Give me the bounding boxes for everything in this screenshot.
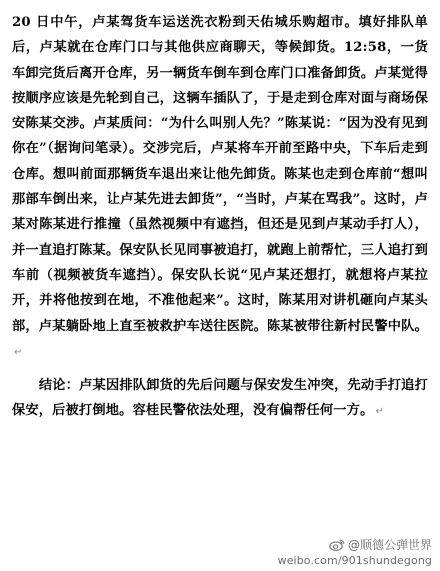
document-body	[12, 10, 428, 425]
watermark	[278, 536, 432, 567]
paragraph-end-mark: ↵	[375, 406, 385, 418]
watermark-handle-row	[329, 536, 432, 553]
paragraph-text: 20 日中午，卢某驾货车运送洗衣粉到天佑城乐购超市。填好排队单后，卢某就在仓库门口与其他供应商聊天，等候卸货。12:58，一货车卸完货后离开仓库，另一辆货车倒车到仓库门口准备卸货。卢某觉得按顺序应该是先轮到自己，这辆车插队了，于是走到仓库对面与商场保安陈某交涉。卢某质问：“为什么叫别人先？”陈某说：“因为没有见到你在”（据询问笔录）。交涉完后，卢某将车开前至路中央，下车后走到仓库。想叫前面那辆货车退出来让他先卸货。陈某也走到仓库前“想叫那部车倒出来，让卢某先进去卸货”，“当时，卢某在骂我”。这时，卢某对陈某进行推撞（虽然视频中有遮挡，但还是见到卢某动手打人），并一直追打陈某。保安队长见同事被追打，就跑上前帮忙，三人追打到车前（视频被货车遮挡）。保安队长说“见卢某还想打，就想将卢某拉开，并将他按到在地，不准他起来”。这时，陈某用对讲机砸向卢某头部，卢某躺卧地上直至被救护车送往医院。陈某被带往新村民警中队。	[12, 15, 428, 334]
watermark-handle: @顺德公弹世界	[347, 538, 432, 552]
document-paragraph	[12, 373, 428, 425]
weibo-logo-icon	[329, 538, 345, 551]
paragraph-text: 结论：卢某因排队卸货的先后问题与保安发生冲突，先动手打追打保安，后被打倒地。容桂民警依法处理，没有偏帮任何一方。	[12, 378, 428, 419]
paragraph-end-mark: ↵	[14, 346, 23, 358]
watermark-url: weibo.com/901shundegong	[277, 554, 432, 567]
document-paragraph	[12, 10, 428, 365]
